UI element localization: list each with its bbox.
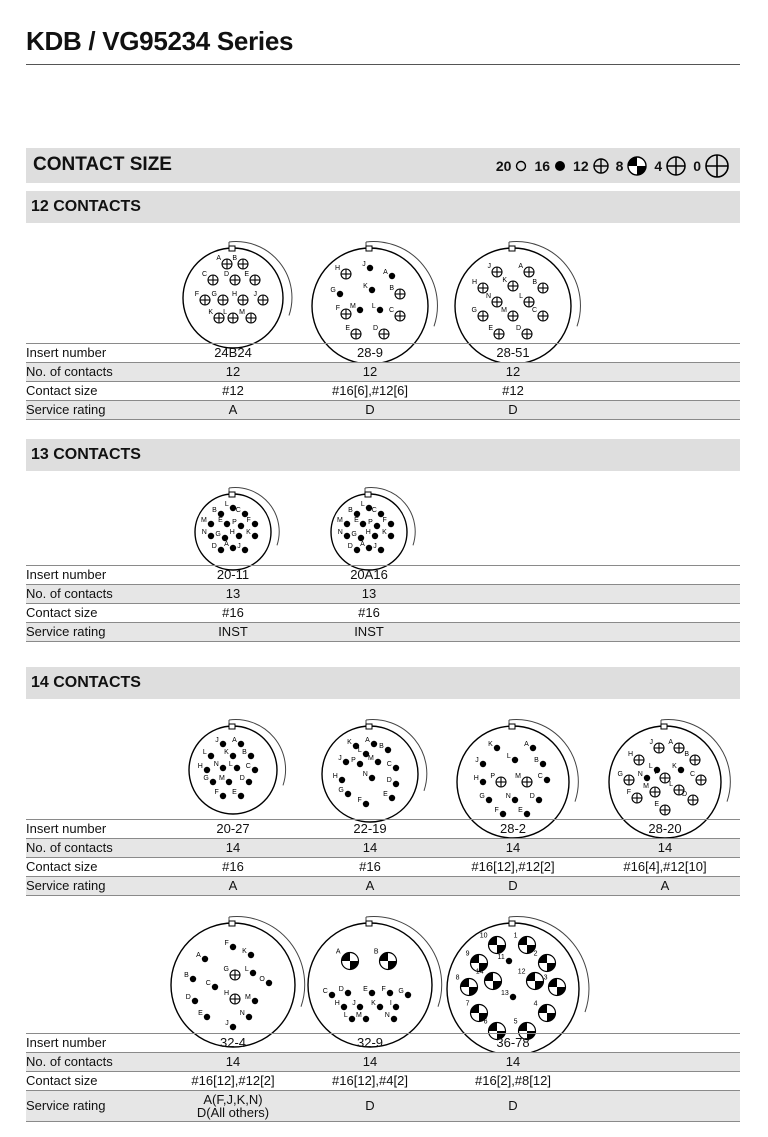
pin-label: F [246,516,251,524]
pin-label: N [239,1009,245,1017]
spec-row-insert [26,565,740,584]
pin-label: K [246,528,251,536]
spec-row-size [26,381,740,400]
pin-label: F [494,806,499,814]
section-title: 12 CONTACTS [31,198,141,215]
pin-label: A [232,736,237,744]
pin-label: C [386,760,392,768]
pin-label: C [201,271,207,278]
spec-row-label: Contact size [26,1073,98,1088]
pin-label: N [637,770,643,778]
pin-label: A [383,268,388,276]
spec-cell: 12 [505,364,521,379]
pin-label: K [347,738,352,746]
crossed-circle-icon [592,157,610,175]
pin-label: L [224,500,229,508]
pin-label: M [244,993,251,1001]
insert-arrangement-diagram [171,236,295,360]
spec-cell: 13 [361,586,377,601]
pin-label: G [215,530,221,538]
spec-cell: 14 [657,840,673,855]
pin-label: L [228,760,233,768]
legend-item-8 [616,155,649,177]
spec-cell: D [365,402,375,417]
pin-label: F [335,305,340,312]
pin-label: H [332,772,338,780]
spec-cell: 14 [362,1054,378,1069]
spec-cell: #12 [502,383,524,398]
spec-cell: 12 [225,364,241,379]
pin-label: B [684,751,689,758]
pin-label: 6 [483,1018,488,1026]
pin-label: A [216,255,221,262]
pin-label: C [537,772,543,780]
pin-label: K [382,528,387,536]
pin-label: 7 [465,1000,470,1008]
pin-label: J [649,739,653,746]
pin-label: P [490,773,495,780]
spec-cell: 28-20 [648,821,682,836]
spec-row-size [26,1071,740,1090]
contact-size-label: CONTACT SIZE [33,154,172,175]
legend-item-20 [496,158,529,174]
pin-label: L [519,293,523,300]
insert-arrangement-diagram [177,714,289,826]
pin-label: J [237,542,241,550]
pin-label: M [239,309,245,316]
spec-row-label: Service rating [26,1098,106,1113]
pin-label: B [389,285,394,292]
pin-label: A [224,540,229,548]
legend-item-4 [654,155,687,177]
spec-row-label: Insert number [26,1035,107,1050]
pin-label: M [349,302,356,310]
pin-label: J [338,754,342,762]
filled-dot-icon [553,159,567,173]
spec-cell: 14 [225,840,241,855]
spec-row-rating [26,400,740,420]
spec-cell: 32-4 [219,1035,247,1050]
pin-label: M [336,516,343,524]
spec-cell: D [508,402,518,417]
spec-cell: #16 [359,859,381,874]
pin-label: 10 [479,932,488,940]
pin-label: B [242,748,247,756]
pin-label: H [334,265,340,272]
pin-label: A [365,736,370,744]
pin-label: B [232,255,237,262]
pin-label: J [475,756,479,764]
pin-label: C [689,771,695,778]
pin-label: D [372,325,378,332]
pin-label: J [362,260,366,268]
pin-label: K [242,947,247,955]
pin-label: D [347,542,353,550]
spec-cell: #16 [358,605,380,620]
spec-row-rating [26,876,740,896]
spec-cell: #16[2],#8[12] [475,1073,551,1088]
pin-label: G [351,530,357,538]
pin-label: D [185,993,191,1001]
pin-label: J [225,1019,229,1027]
pin-label: O [259,975,265,983]
pin-label: D [211,542,217,550]
pin-label: L [371,302,376,310]
pin-label: N [213,760,219,768]
spec-row-rating [26,622,740,642]
pin-label: E [488,325,493,332]
pin-label: K [488,740,493,748]
spec-cell: A [228,402,238,417]
pin-label: E [244,271,249,278]
pin-label: N [384,1011,390,1019]
spec-cell: 36-78 [496,1035,530,1050]
pin-label: E [198,1009,203,1017]
pin-label: C [388,307,394,314]
spec-cell: 28-51 [496,345,530,360]
pin-label: D [386,776,392,784]
pin-label: 3 [543,974,548,982]
pin-label: E [345,325,350,332]
pin-label: C [322,987,328,995]
spec-cell: 20A16 [350,567,388,582]
pin-label: H [334,999,340,1007]
pin-label: B [379,742,384,750]
pin-label: G [398,987,404,995]
pin-label: 12 [517,968,526,976]
spec-row-label: No. of contacts [26,364,113,379]
pin-label: H [627,751,633,758]
section-header-13-contacts [26,439,740,471]
spec-row-label: Service rating [26,624,106,639]
spec-row-contacts [26,838,740,857]
spec-row-contacts [26,584,740,603]
spec-cell: D [508,1098,518,1113]
pin-label: 14 [475,968,484,976]
legend-size-label: 0 [693,158,701,174]
pin-label: G [471,307,477,314]
pin-label: C [371,506,377,514]
spec-row-size [26,857,740,876]
spec-cell: 28-2 [499,821,527,836]
pin-label: D [239,774,245,782]
spec-cell: 12 [362,364,378,379]
pin-label: K [502,277,507,284]
pin-label: G [617,771,623,778]
spec-cell: 28-9 [356,345,384,360]
pin-label: P [368,518,373,526]
spec-cell: A(F,J,K,N) D(All others) [196,1092,270,1120]
pin-label: 5 [513,1018,518,1026]
pin-label: J [253,291,257,298]
pin-label: E [232,788,237,796]
pin-label: L [202,748,207,756]
pin-label: G [223,966,229,973]
pin-label: N [201,528,207,536]
pin-label: H [231,291,237,298]
pin-label: M [501,307,507,314]
spec-cell: 22-19 [353,821,387,836]
spec-row-label: No. of contacts [26,586,113,601]
spec-row-label: Service rating [26,878,106,893]
spec-cell: A [365,878,375,893]
quartered-circle-icon [626,155,648,177]
title-divider [26,64,740,65]
spec-cell: #16 [222,605,244,620]
pin-label: P [351,756,356,764]
pin-label: M [218,774,225,782]
pin-label: K [224,748,229,756]
spec-row-label: Insert number [26,345,107,360]
spec-row-insert [26,819,740,838]
pin-label: H [471,279,477,286]
spec-cell: #16[12],#4[2] [332,1073,408,1088]
pin-label: H [223,990,229,997]
pin-label: E [654,801,659,808]
pin-label: D [529,792,535,800]
pin-label: B [532,279,537,286]
pin-label: L [648,762,653,770]
pin-label: G [338,786,344,794]
pin-label: 11 [497,953,505,961]
legend-size-label: 4 [654,158,663,174]
contact-size-legend [496,152,730,180]
pin-label: P [654,769,659,776]
pin-label: A [335,948,341,956]
pin-label: D [515,325,521,332]
pin-label: E [218,516,223,524]
legend-size-label: 20 [495,158,512,174]
pin-label: M [643,783,649,790]
pin-label: D [338,985,344,993]
legend-size-label: 8 [615,158,624,174]
pin-label: K [371,999,376,1007]
pin-label: C [205,979,211,987]
open-circle-icon [514,159,528,173]
pin-label: I [389,999,392,1007]
pin-label: A [668,739,673,746]
pin-label: J [373,542,377,550]
section-header-14-contacts [26,667,740,699]
insert-arrangement-diagram [310,714,430,834]
spec-cell: #16[12],#12[2] [471,859,555,874]
spec-row-label: Contact size [26,859,98,874]
pin-label: L [669,781,673,788]
pin-label: 9 [465,950,470,958]
pin-label: E [363,985,368,993]
spec-cell: #12 [222,383,244,398]
spec-cell: A [660,878,670,893]
pin-label: N [362,770,368,778]
spec-cell: #16 [222,859,244,874]
spec-row-insert [26,1033,740,1052]
pin-label: K [672,762,677,770]
pin-label: A [518,263,523,270]
pin-label: 1 [513,932,518,940]
spec-cell: #16[6],#12[6] [332,383,408,398]
pin-label: J [487,263,491,270]
pin-label: F [382,516,387,524]
pin-label: 8 [455,974,460,982]
section-title: 13 CONTACTS [31,446,141,463]
pin-label: B [184,971,189,979]
pin-label: A [196,951,201,959]
pin-label: E [383,790,388,798]
pin-label: L [506,752,511,760]
pin-label: H [365,528,371,536]
spec-cell: 20-11 [216,567,250,582]
spec-cell: #16[12],#12[2] [191,1073,275,1088]
page-title: KDB / VG95234 Series [26,26,294,56]
spec-row-contacts [26,1052,740,1071]
pin-label: 2 [533,950,538,958]
pin-label: P [232,518,237,526]
spec-row-size [26,603,740,622]
crossed-circle-xlarge-icon [704,153,730,179]
legend-size-label: 16 [534,158,551,174]
pin-label: K [208,309,213,316]
pin-label: G [479,792,485,800]
pin-label: 13 [501,989,509,997]
spec-cell: INST [218,624,248,639]
pin-label: L [223,309,227,316]
pin-label: G [330,286,336,294]
pin-label: M [515,773,521,780]
pin-label: K [363,282,368,290]
pin-label: 4 [533,1000,538,1008]
pin-label: F [357,796,362,804]
spec-cell: 14 [505,1054,521,1069]
legend-size-label: 12 [573,158,589,174]
pin-label: N [337,528,343,536]
spec-row-contacts [26,362,740,381]
pin-label: C [245,762,251,770]
pin-label: E [518,806,523,814]
pin-label: M [367,754,374,762]
pin-label: F [194,291,199,298]
pin-label: B [212,506,217,514]
pin-label: N [505,792,511,800]
pin-label: J [215,736,219,744]
spec-cell: 14 [225,1054,241,1069]
pin-label: H [229,528,235,536]
spec-cell: A [228,878,238,893]
pin-label: G [203,774,209,782]
pin-label: G [211,291,217,298]
pin-label: F [214,788,219,796]
pin-label: A [524,740,529,748]
pin-label: L [244,965,249,973]
spec-cell: 14 [362,840,378,855]
pin-label: M [200,516,207,524]
pin-label: B [373,948,379,956]
section-header-12-contacts [26,191,740,223]
spec-cell: 32-9 [356,1035,384,1050]
pin-label: C [531,307,537,314]
spec-row-label: Insert number [26,821,107,836]
pin-label: D [223,271,229,278]
spec-cell: D [508,878,518,893]
crossed-circle-large-icon [665,155,687,177]
spec-row-label: Service rating [26,402,106,417]
spec-row-label: No. of contacts [26,1054,113,1069]
pin-label: H [197,762,203,770]
pin-label: B [348,506,353,514]
spec-cell: #16[4],#12[10] [623,859,707,874]
pin-label: J [352,999,356,1007]
pin-label: F [224,939,229,947]
pin-label: D [681,791,687,798]
spec-cell: INST [354,624,384,639]
spec-cell: 14 [505,840,521,855]
spec-row-label: Contact size [26,605,98,620]
spec-cell: 13 [225,586,241,601]
spec-cell: 24B24 [214,345,252,360]
spec-row-label: Insert number [26,567,107,582]
legend-item-0 [693,153,730,179]
pin-label: M [355,1011,362,1019]
section-title: 14 CONTACTS [31,674,141,691]
spec-cell: 20-27 [216,821,250,836]
contact-size-header [26,148,740,183]
pin-label: F [626,789,631,796]
pin-label: E [354,516,359,524]
spec-row-label: No. of contacts [26,840,113,855]
legend-item-12 [573,157,610,175]
pin-label: C [235,506,241,514]
pin-label: L [343,1011,348,1019]
pin-label: B [534,756,539,764]
spec-cell: D [365,1098,375,1113]
spec-row-insert [26,343,740,362]
pin-label: N [485,293,491,300]
pin-label: H [473,774,479,782]
spec-row-rating [26,1090,740,1122]
pin-label: F [381,985,386,993]
spec-row-label: Contact size [26,383,98,398]
legend-item-16 [534,158,567,174]
pin-label: A [360,540,365,548]
pin-label: L [360,500,365,508]
pin-label: L [357,746,362,754]
